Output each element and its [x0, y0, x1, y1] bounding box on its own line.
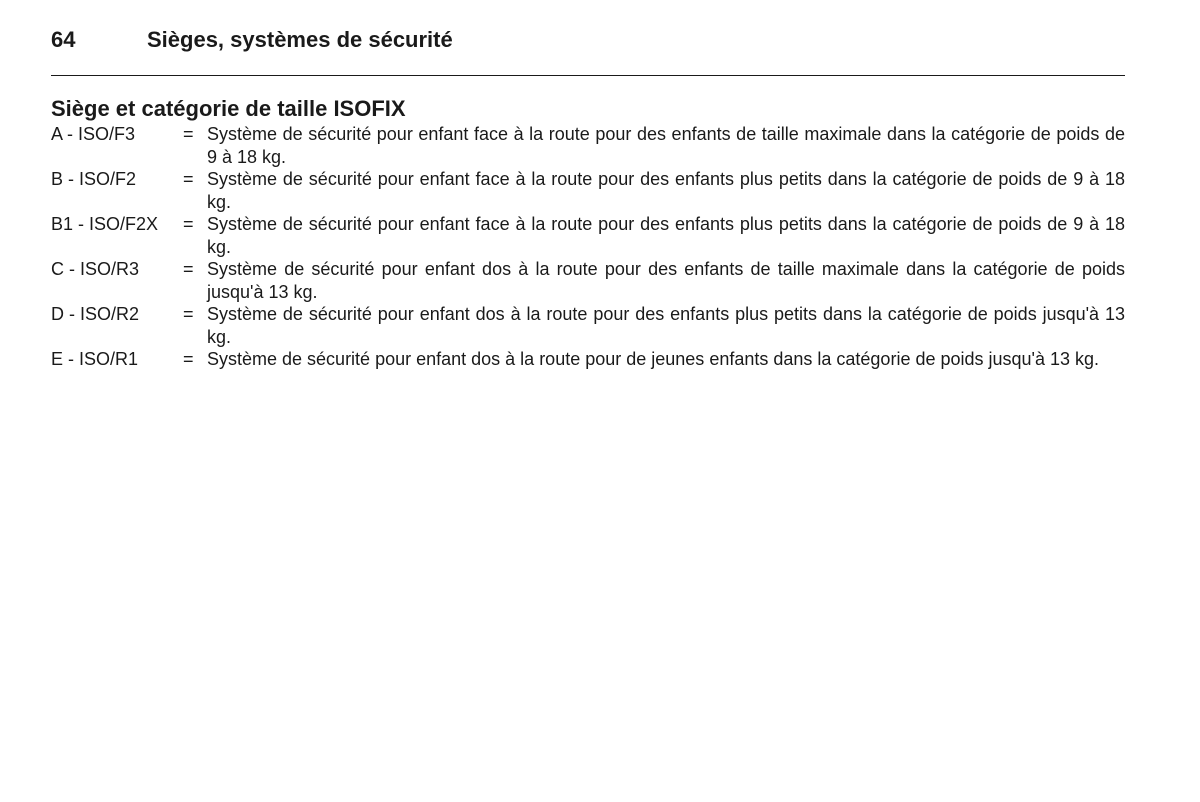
size-class-code: A - ISO/F3	[51, 124, 136, 144]
size-class-description: Système de sécurité pour enfant dos à la route pour de jeunes enfants dans la catégorie de poids jusqu'à 13 kg.	[207, 349, 1100, 369]
size-class-code: B1 - ISO/F2X	[51, 214, 159, 234]
list-item	[51, 123, 1125, 168]
size-class-code: D - ISO/R2	[51, 304, 140, 324]
equals-sign: =	[183, 349, 194, 369]
size-class-description: Système de sécurité pour enfant face à la route pour des enfants plus petits dans la catégorie de poids de 9 à 18 kg.	[207, 214, 1125, 257]
section-title: Siège et catégorie de taille ISOFIX	[51, 96, 406, 121]
page-header	[51, 24, 1125, 56]
equals-sign: =	[183, 259, 194, 279]
list-item	[51, 258, 1125, 303]
size-class-code: B - ISO/F2	[51, 169, 137, 189]
equals-sign: =	[183, 169, 194, 189]
size-class-description: Système de sécurité pour enfant face à la route pour des enfants de taille maximale dans la catégorie de poids de 9 à 18 kg.	[207, 124, 1125, 167]
list-item	[51, 303, 1125, 348]
page-number: 64	[51, 27, 76, 52]
list-item	[51, 213, 1125, 258]
equals-sign: =	[183, 214, 194, 234]
chapter-title: Sièges, systèmes de sécurité	[147, 27, 453, 52]
size-class-description: Système de sécurité pour enfant face à la route pour des enfants plus petits dans la catégorie de poids de 9 à 18 kg.	[207, 169, 1125, 212]
isofix-section	[51, 95, 1125, 371]
list-item	[51, 348, 1125, 371]
header-divider	[51, 75, 1125, 76]
size-class-code: C - ISO/R3	[51, 259, 140, 279]
isofix-size-class-list	[51, 123, 1125, 371]
equals-sign: =	[183, 304, 194, 324]
size-class-code: E - ISO/R1	[51, 349, 139, 369]
list-item	[51, 168, 1125, 213]
size-class-description: Système de sécurité pour enfant dos à la route pour des enfants de taille maximale dans la catégorie de poids jusqu'à 13 kg.	[207, 259, 1125, 302]
equals-sign: =	[183, 124, 194, 144]
size-class-description: Système de sécurité pour enfant dos à la route pour des enfants plus petits dans la catégorie de poids jusqu'à 13 kg.	[207, 304, 1125, 347]
